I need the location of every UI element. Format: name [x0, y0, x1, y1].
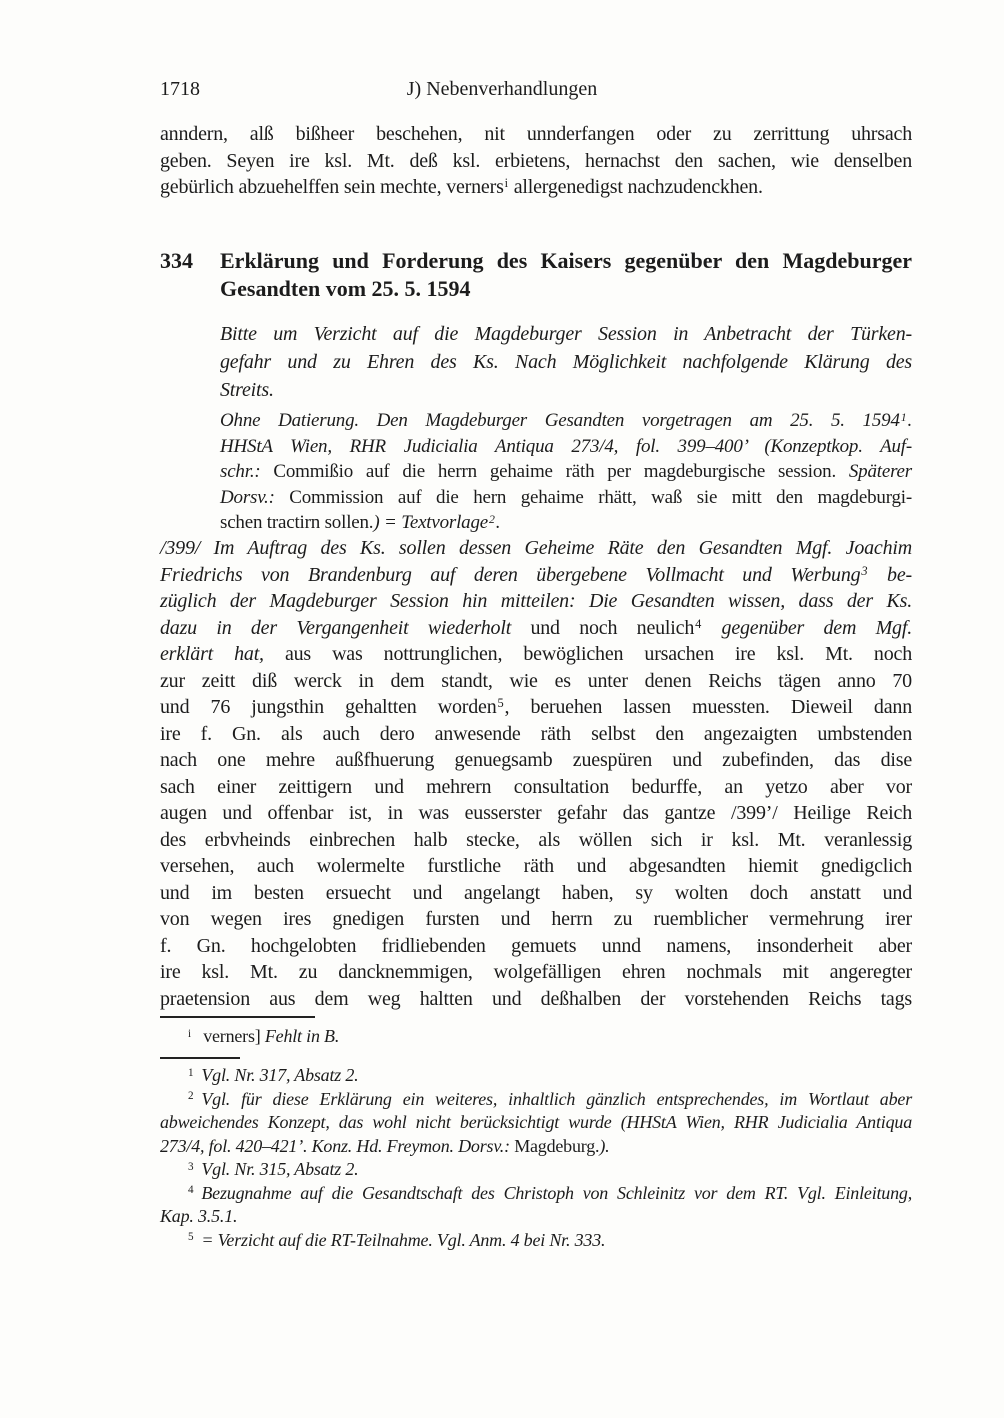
entry-number: 334: [160, 248, 193, 273]
text-line: HHStA Wien, RHR Judicialia Antiqua 273/4, fol. 399–400’ (Konzeptkop. Auf-: [220, 435, 912, 457]
entry-body-text: [160, 535, 912, 1012]
apparatus-footnote: [160, 1024, 912, 1048]
text-line: zur zeitt diß werck in dem standt, wie es unter denen Reichs tägen anno 70: [160, 669, 912, 692]
text-line: Ohne Datierung. Den Magdeburger Gesandten vorgetragen am 25. 5. 1594$^1$.: [220, 410, 912, 431]
text-line: ire f. Gn. als auch dero anwesende räth selbst den angezaigten umbstenden: [160, 722, 912, 745]
text-line: abweichendes Konzept, das wohl nicht berücksichtigt wurde (HHStA Wien, RHR Judicialia Antiqua: [160, 1112, 912, 1132]
text-line: $^i$ verners] Fehlt in B.: [188, 1026, 340, 1046]
footnote-item: [160, 1088, 912, 1159]
text-line: $^5$ = Verzicht auf die RT-Teilnahme. Vgl. Anm. 4 bei Nr. 333.: [188, 1229, 606, 1250]
text-line: Friedrichs von Brandenburg auf deren übergebene Vollmacht und Werbung$^3$ be-: [160, 563, 912, 586]
text-line: 273/4, fol. 420–421’. Konz. Hd. Freymon. Dorsv.: Magdeburg.).: [160, 1135, 610, 1156]
text-line: des erbvheinds einbrechen halb stecke, als wöllen sich ir ksl. Mt. veranlessig: [160, 828, 912, 851]
text-line: erklärt hat, aus was nottrunglichen, bewöglichen ursachen ire ksl. Mt. noch: [160, 643, 913, 665]
text-line: Bitte um Verzicht auf die Magdeburger Session in Anbetracht der Türken-: [220, 323, 912, 345]
text-line: praetension aus dem weg haltten und deßhalben der vorstehenden Reichs tags: [160, 987, 912, 1010]
commentary-footnotes: [160, 1064, 912, 1252]
text-line: gebürlich abzuehelffen sein mechte, verners$^i$ allergenedigst nachzudenckhen.: [160, 176, 763, 198]
text-line: geben. Seyen ire ksl. Mt. deß ksl. erbietens, hernachst den sachen, wie denselben: [160, 149, 912, 172]
text-line: $^4$ Bezugnahme auf die Gesandtschaft des Christoph von Schleinitz vor dem RT. Vgl. Einleitung,: [188, 1182, 912, 1203]
footnote-item: [160, 1064, 912, 1088]
text-line: ire ksl. Mt. zu dancknemmigen, wolgefälligen ehren nochmals mit angeregter: [160, 961, 912, 983]
apparatus-separator-rule: [160, 1016, 315, 1018]
text-line: augen und offenbar ist, in was eusserster gefahr das gantze /399’/ Heilige Reich: [160, 802, 912, 824]
entry-summary: [220, 320, 912, 404]
text-line: /399/ Im Auftrag des Ks. sollen dessen Geheime Räte den Gesandten Mgf. Joachim: [160, 537, 912, 559]
text-line: züglich der Magdeburger Session hin mitteilen: Die Gesandten wissen, dass der Ks.: [160, 590, 912, 612]
text-line: und 76 jungsthin gehaltten worden$^5$, beruehen lassen muessten. Dieweil dann: [160, 696, 912, 718]
text-line: dazu in der Vergangenheit wiederholt und noch neulich$^4$ gegenüber dem Mgf.: [160, 616, 913, 639]
text-line: anndern, alß bißheer beschehen, nit unnderfangen oder zu zerrittung uhrsach: [160, 123, 912, 145]
text-line: $^1$ Vgl. Nr. 317, Absatz 2.: [188, 1065, 359, 1085]
text-line: schr.: Commißio auf die herrn gehaime räth per magdeburgische session. Späterer: [220, 461, 912, 483]
text-line: Erklärung und Forderung des Kaisers gegenüber den Magdeburger: [220, 248, 912, 273]
text-line: und im besten ersuecht und angelangt haben, sy wolten doch anstatt und: [160, 881, 912, 904]
text-line: versehen, auch wolermelte furstliche räth und abgesandten hiemit gnedigclich: [160, 855, 912, 877]
text-line: schen tractirn sollen.) = Textvorlage$^2$.: [220, 512, 501, 534]
text-line: f. Gn. hochgelobten fridliebenden gemuets unnd namens, insonderheit aber: [160, 934, 912, 957]
footnote-separator-rule: [160, 1057, 240, 1059]
page-number: 1718: [160, 78, 200, 100]
footnote-item: [160, 1158, 912, 1182]
text-line: gefahr und zu Ehren des Ks. Nach Möglichkeit nachfolgende Klärung des: [220, 351, 912, 373]
text-line: $^2$ Vgl. für diese Erklärung ein weiteres, inhaltlich gänzlich entsprechendes, im Wortlaut aber: [188, 1088, 912, 1109]
intro-paragraph: [160, 121, 912, 201]
footnote-item: [160, 1182, 912, 1229]
footnote-item: [160, 1229, 912, 1253]
text-line: $^3$ Vgl. Nr. 315, Absatz 2.: [188, 1159, 359, 1179]
text-line: Kap. 3.5.1.: [160, 1206, 238, 1226]
source-note: [220, 408, 912, 536]
running-header: J) Nebenverhandlungen: [406, 78, 598, 100]
entry-title: [220, 247, 912, 303]
text-line: sach einer zeittigern und mehrern consultation bedurffe, an yetzo aber vor: [160, 775, 912, 798]
entry-heading: [160, 247, 912, 303]
text-line: Gesandten vom 25. 5. 1594: [220, 276, 471, 301]
text-line: Dorsv.: Commission auf die hern gehaime rhätt, waß sie mitt den magdeburgi-: [220, 486, 912, 508]
text-line: nach one mehre außfhuerung genuegsamb zuespüren und zubefinden, das dise: [160, 749, 912, 771]
text-line: Streits.: [220, 379, 274, 401]
page-header: [0, 78, 1004, 106]
text-line: von wegen ires gnedigen fursten und herrn zu ruemblicher vermehrung irer: [160, 908, 912, 930]
